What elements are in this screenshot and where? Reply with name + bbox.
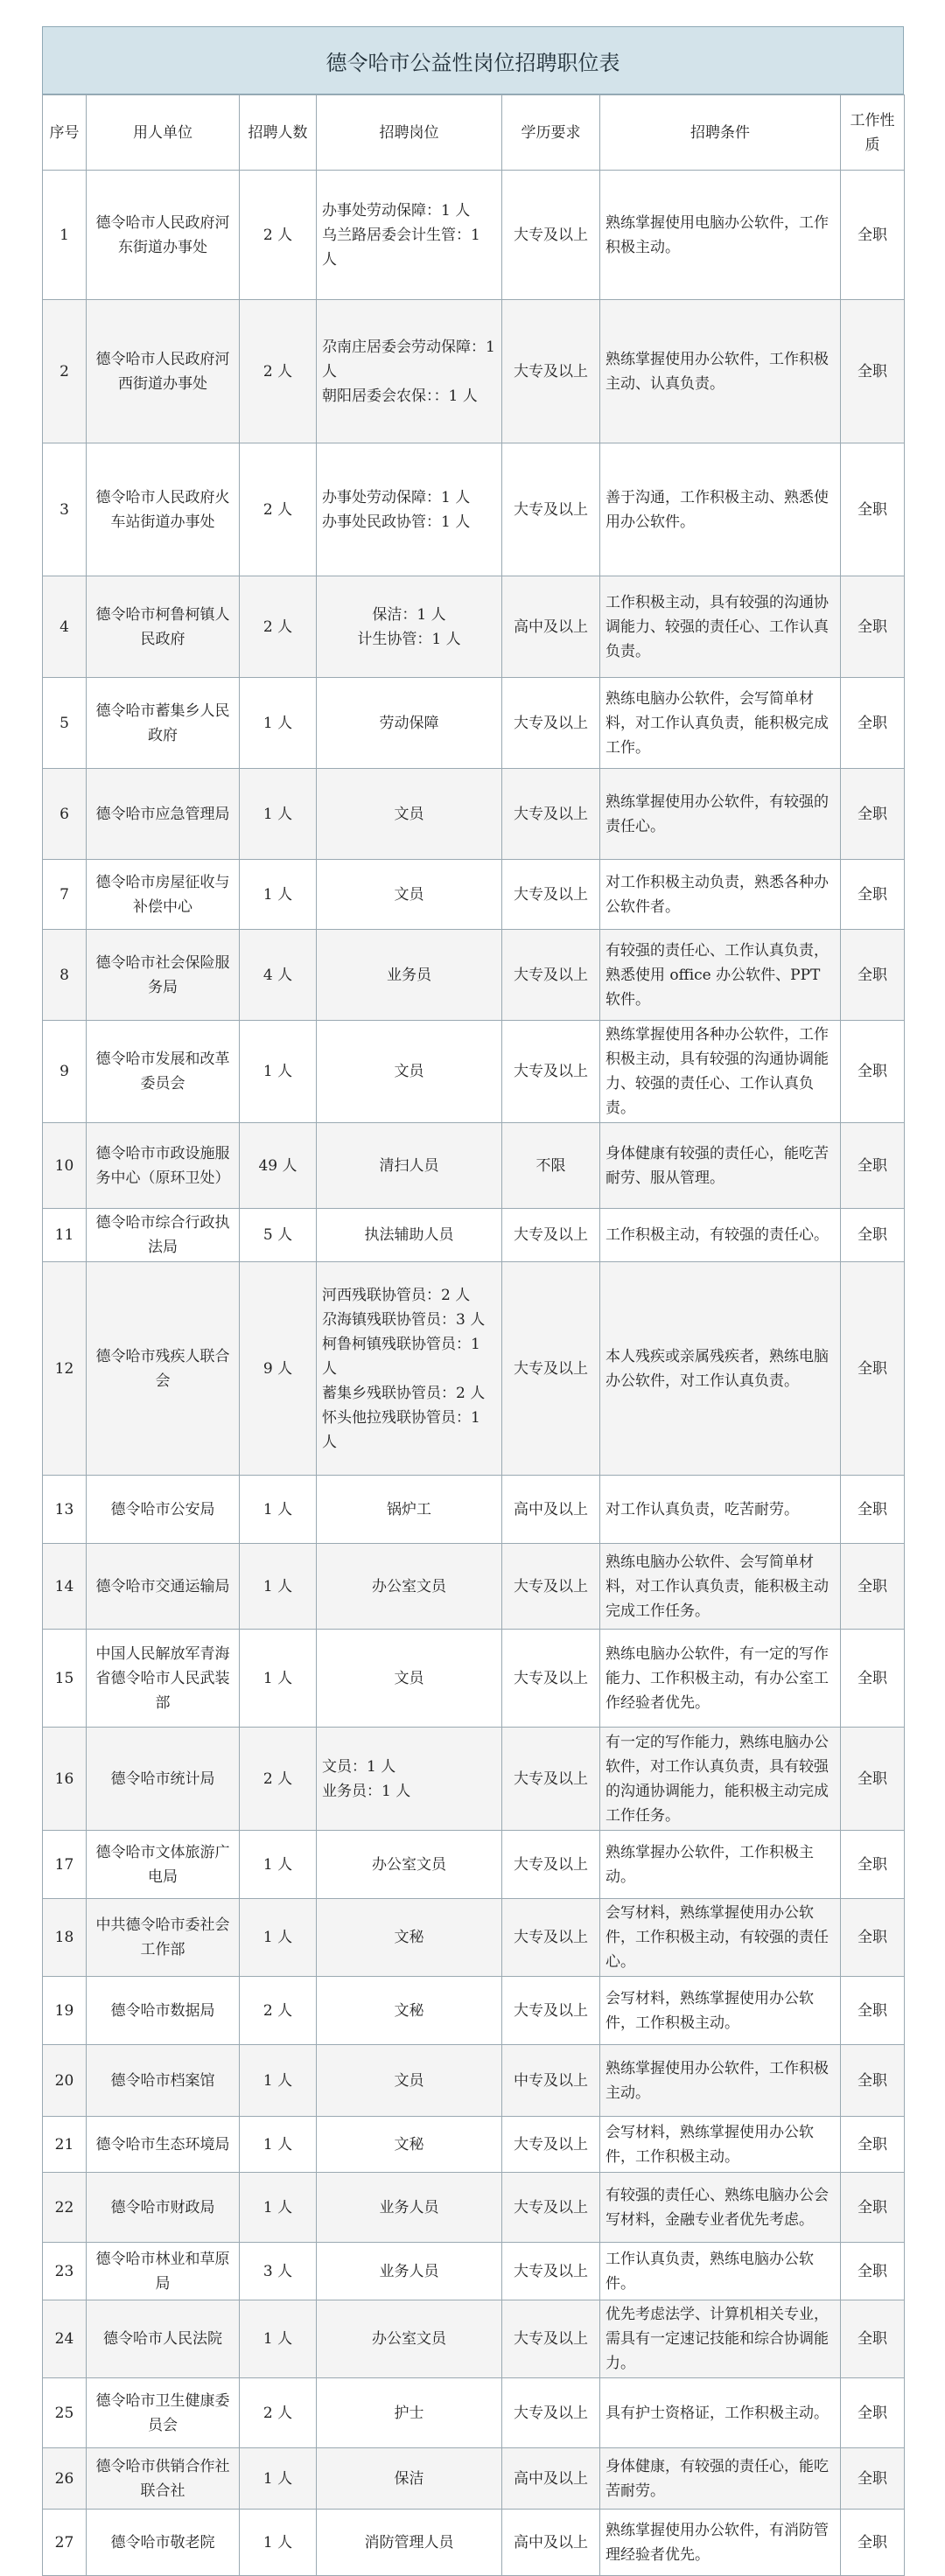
row-unit: 德令哈市公安局: [87, 1476, 240, 1544]
row-position: 业务人员: [317, 2173, 502, 2243]
row-unit: 德令哈市数据局: [87, 1977, 240, 2045]
row-conditions: 本人残疾或亲属残疾者，熟练电脑办公软件，对工作认真负责。: [600, 1262, 841, 1476]
row-count: 1 人: [240, 2117, 317, 2173]
row-nature: 全职: [841, 678, 905, 769]
row-unit: 德令哈市敬老院: [87, 2510, 240, 2576]
row-conditions: 熟练掌握办公软件，工作积极主动。: [600, 1831, 841, 1899]
row-no: 2: [43, 300, 87, 443]
row-no: 21: [43, 2117, 87, 2173]
row-education: 不限: [502, 1123, 600, 1209]
row-position: 办公室文员: [317, 1831, 502, 1899]
row-education: 大专及以上: [502, 930, 600, 1021]
row-education: 中专及以上: [502, 2045, 600, 2117]
row-count: 1 人: [240, 1630, 317, 1728]
row-conditions: 工作认真负责，熟练电脑办公软件。: [600, 2243, 841, 2300]
row-position: 文员: [317, 1630, 502, 1728]
row-position: 锅炉工: [317, 1476, 502, 1544]
row-education: 大专及以上: [502, 1262, 600, 1476]
row-unit: 德令哈市文体旅游广电局: [87, 1831, 240, 1899]
row-unit: 德令哈市供销合作社联合社: [87, 2448, 240, 2510]
row-nature: 全职: [841, 2378, 905, 2448]
row-unit: 德令哈市发展和改革委员会: [87, 1021, 240, 1123]
header-education: 学历要求: [502, 95, 600, 171]
row-count: 1 人: [240, 860, 317, 930]
row-education: 大专及以上: [502, 1977, 600, 2045]
row-conditions: 具有护士资格证，工作积极主动。: [600, 2378, 841, 2448]
row-nature: 全职: [841, 1977, 905, 2045]
row-education: 大专及以上: [502, 300, 600, 443]
row-education: 大专及以上: [502, 1831, 600, 1899]
row-unit: 德令哈市市政设施服务中心（原环卫处）: [87, 1123, 240, 1209]
table-row: [43, 1544, 905, 1630]
row-no: 16: [43, 1728, 87, 1831]
row-conditions: 善于沟通，工作积极主动、熟悉使用办公软件。: [600, 443, 841, 576]
row-nature: 全职: [841, 2117, 905, 2173]
row-unit: 德令哈市柯鲁柯镇人民政府: [87, 576, 240, 678]
row-no: 24: [43, 2300, 87, 2378]
row-nature: 全职: [841, 1262, 905, 1476]
row-count: 1 人: [240, 2448, 317, 2510]
row-position: 保洁：1 人 计生协管：1 人: [317, 576, 502, 678]
row-no: 6: [43, 769, 87, 860]
row-nature: 全职: [841, 2173, 905, 2243]
row-unit: 德令哈市社会保险服务局: [87, 930, 240, 1021]
row-unit: 德令哈市综合行政执法局: [87, 1209, 240, 1262]
row-nature: 全职: [841, 2510, 905, 2576]
row-no: 3: [43, 443, 87, 576]
row-nature: 全职: [841, 1209, 905, 1262]
row-conditions: 优先考虑法学、计算机相关专业，需具有一定速记技能和综合协调能力。: [600, 2300, 841, 2378]
table-row: [43, 2448, 905, 2510]
row-position: 文员：1 人 业务员：1 人: [317, 1728, 502, 1831]
row-no: 12: [43, 1262, 87, 1476]
row-no: 5: [43, 678, 87, 769]
row-conditions: 熟练掌握使用办公软件，有较强的责任心。: [600, 769, 841, 860]
row-no: 9: [43, 1021, 87, 1123]
row-nature: 全职: [841, 1544, 905, 1630]
row-education: 大专及以上: [502, 1899, 600, 1977]
row-no: 23: [43, 2243, 87, 2300]
table-title: 德令哈市公益性岗位招聘职位表: [42, 26, 904, 94]
row-no: 15: [43, 1630, 87, 1728]
row-count: 2 人: [240, 300, 317, 443]
row-count: 2 人: [240, 171, 317, 300]
table-row: [43, 2243, 905, 2300]
row-count: 1 人: [240, 678, 317, 769]
row-conditions: 熟练掌握使用办公软件，工作积极主动、认真负责。: [600, 300, 841, 443]
row-no: 10: [43, 1123, 87, 1209]
row-position: 文员: [317, 2045, 502, 2117]
row-nature: 全职: [841, 1476, 905, 1544]
row-unit: 德令哈市交通运输局: [87, 1544, 240, 1630]
job-table-sheet: [42, 26, 904, 2576]
row-count: 4 人: [240, 930, 317, 1021]
table-row: [43, 2300, 905, 2378]
row-count: 2 人: [240, 1728, 317, 1831]
table-row: [43, 1021, 905, 1123]
row-no: 7: [43, 860, 87, 930]
row-conditions: 有较强的责任心、工作认真负责，熟悉使用 office 办公软件、PPT 软件。: [600, 930, 841, 1021]
row-nature: 全职: [841, 576, 905, 678]
table-row: [43, 171, 905, 300]
row-no: 13: [43, 1476, 87, 1544]
row-education: 大专及以上: [502, 1021, 600, 1123]
row-education: 高中及以上: [502, 2448, 600, 2510]
table-row: [43, 1123, 905, 1209]
row-conditions: 熟练电脑办公软件，有一定的写作能力、工作积极主动，有办公室工作经验者优先。: [600, 1630, 841, 1728]
row-nature: 全职: [841, 2448, 905, 2510]
table-row: [43, 1630, 905, 1728]
row-count: 5 人: [240, 1209, 317, 1262]
row-education: 大专及以上: [502, 2243, 600, 2300]
row-education: 高中及以上: [502, 1476, 600, 1544]
header-row: [43, 95, 905, 171]
row-conditions: 会写材料，熟练掌握使用办公软件，工作积极主动。: [600, 1977, 841, 2045]
row-conditions: 会写材料，熟练掌握使用办公软件，工作积极主动。: [600, 2117, 841, 2173]
row-position: 河西残联协管员：2 人 尕海镇残联协管员：3 人 柯鲁柯镇残联协管员：1 人 蓄集乡残联协管员：2 人 怀头他拉残联协管员：1 人: [317, 1262, 502, 1476]
row-count: 9 人: [240, 1262, 317, 1476]
row-unit: 中共德令哈市委社会工作部: [87, 1899, 240, 1977]
row-unit: 中国人民解放军青海省德令哈市人民武装部: [87, 1630, 240, 1728]
row-unit: 德令哈市残疾人联合会: [87, 1262, 240, 1476]
row-conditions: 有一定的写作能力，熟练电脑办公软件，对工作认真负责，具有较强的沟通协调能力，能积极主动完成工作任务。: [600, 1728, 841, 1831]
row-unit: 德令哈市人民政府火车站街道办事处: [87, 443, 240, 576]
row-nature: 全职: [841, 2045, 905, 2117]
table-row: [43, 769, 905, 860]
row-no: 4: [43, 576, 87, 678]
row-count: 1 人: [240, 1899, 317, 1977]
row-education: 高中及以上: [502, 2510, 600, 2576]
row-unit: 德令哈市档案馆: [87, 2045, 240, 2117]
row-position: 消防管理人员: [317, 2510, 502, 2576]
row-conditions: 熟练电脑办公软件、会写简单材料，对工作认真负责，能积极主动完成工作任务。: [600, 1544, 841, 1630]
row-count: 2 人: [240, 576, 317, 678]
row-nature: 全职: [841, 300, 905, 443]
row-no: 19: [43, 1977, 87, 2045]
row-nature: 全职: [841, 1630, 905, 1728]
row-conditions: 熟练掌握使用办公软件，工作积极主动。: [600, 2045, 841, 2117]
table-row: [43, 2378, 905, 2448]
table-row: [43, 1899, 905, 1977]
table-row: [43, 1262, 905, 1476]
row-count: 2 人: [240, 443, 317, 576]
row-conditions: 身体健康有较强的责任心，能吃苦耐劳、服从管理。: [600, 1123, 841, 1209]
row-no: 1: [43, 171, 87, 300]
row-count: 2 人: [240, 1977, 317, 2045]
row-position: 保洁: [317, 2448, 502, 2510]
row-no: 14: [43, 1544, 87, 1630]
row-nature: 全职: [841, 930, 905, 1021]
row-conditions: 熟练掌握使用办公软件，有消防管理经验者优先。: [600, 2510, 841, 2576]
row-conditions: 熟练掌握使用电脑办公软件，工作积极主动。: [600, 171, 841, 300]
row-unit: 德令哈市财政局: [87, 2173, 240, 2243]
header-position: 招聘岗位: [317, 95, 502, 171]
row-education: 大专及以上: [502, 2173, 600, 2243]
table-row: [43, 1831, 905, 1899]
row-position: 文秘: [317, 1899, 502, 1977]
row-unit: 德令哈市人民政府河西街道办事处: [87, 300, 240, 443]
row-position: 文员: [317, 769, 502, 860]
row-position: 文员: [317, 860, 502, 930]
table-row: [43, 1476, 905, 1544]
row-position: 尕南庄居委会劳动保障：1 人 朝阳居委会农保：：1 人: [317, 300, 502, 443]
table-row: [43, 1728, 905, 1831]
row-conditions: 熟练电脑办公软件，会写简单材料，对工作认真负责，能积极完成工作。: [600, 678, 841, 769]
row-position: 护士: [317, 2378, 502, 2448]
row-position: 劳动保障: [317, 678, 502, 769]
row-unit: 德令哈市林业和草原局: [87, 2243, 240, 2300]
row-conditions: 熟练掌握使用各种办公软件，工作积极主动，具有较强的沟通协调能力、较强的责任心、工作认真负责。: [600, 1021, 841, 1123]
row-nature: 全职: [841, 860, 905, 930]
row-count: 2 人: [240, 2378, 317, 2448]
table-row: [43, 2173, 905, 2243]
row-conditions: 工作积极主动，具有较强的沟通协调能力、较强的责任心、工作认真负责。: [600, 576, 841, 678]
row-position: 办公室文员: [317, 1544, 502, 1630]
row-education: 大专及以上: [502, 678, 600, 769]
row-unit: 德令哈市卫生健康委员会: [87, 2378, 240, 2448]
row-unit: 德令哈市人民政府河东街道办事处: [87, 171, 240, 300]
row-education: 大专及以上: [502, 1209, 600, 1262]
row-count: 1 人: [240, 1021, 317, 1123]
row-no: 18: [43, 1899, 87, 1977]
row-education: 大专及以上: [502, 1630, 600, 1728]
row-count: 1 人: [240, 1831, 317, 1899]
row-nature: 全职: [841, 2300, 905, 2378]
row-no: 22: [43, 2173, 87, 2243]
table-row: [43, 1209, 905, 1262]
row-conditions: 工作积极主动，有较强的责任心。: [600, 1209, 841, 1262]
row-position: 文秘: [317, 2117, 502, 2173]
row-no: 25: [43, 2378, 87, 2448]
row-no: 17: [43, 1831, 87, 1899]
row-conditions: 对工作认真负责，吃苦耐劳。: [600, 1476, 841, 1544]
row-unit: 德令哈市统计局: [87, 1728, 240, 1831]
row-education: 大专及以上: [502, 2300, 600, 2378]
job-table: [42, 94, 905, 2576]
table-row: [43, 443, 905, 576]
table-row: [43, 678, 905, 769]
row-unit: 德令哈市应急管理局: [87, 769, 240, 860]
row-no: 20: [43, 2045, 87, 2117]
row-count: 1 人: [240, 1476, 317, 1544]
table-row: [43, 930, 905, 1021]
row-conditions: 有较强的责任心、熟练电脑办公会写材料，金融专业者优先考虑。: [600, 2173, 841, 2243]
row-position: 办公室文员: [317, 2300, 502, 2378]
header-conditions: 招聘条件: [600, 95, 841, 171]
row-position: 文员: [317, 1021, 502, 1123]
row-nature: 全职: [841, 171, 905, 300]
row-count: 1 人: [240, 2173, 317, 2243]
header-nature: 工作性质: [841, 95, 905, 171]
table-row: [43, 860, 905, 930]
row-unit: 德令哈市人民法院: [87, 2300, 240, 2378]
header-count: 招聘人数: [240, 95, 317, 171]
row-conditions: 身体健康，有较强的责任心，能吃苦耐劳。: [600, 2448, 841, 2510]
row-education: 大专及以上: [502, 860, 600, 930]
row-education: 大专及以上: [502, 171, 600, 300]
row-unit: 德令哈市蓄集乡人民政府: [87, 678, 240, 769]
row-education: 大专及以上: [502, 2117, 600, 2173]
header-unit: 用人单位: [87, 95, 240, 171]
row-education: 大专及以上: [502, 1544, 600, 1630]
row-count: 3 人: [240, 2243, 317, 2300]
table-row: [43, 2510, 905, 2576]
row-nature: 全职: [841, 1899, 905, 1977]
row-no: 26: [43, 2448, 87, 2510]
row-nature: 全职: [841, 443, 905, 576]
row-position: 办事处劳动保障：1 人 办事处民政协管：1 人: [317, 443, 502, 576]
row-position: 文秘: [317, 1977, 502, 2045]
row-unit: 德令哈市房屋征收与补偿中心: [87, 860, 240, 930]
row-education: 大专及以上: [502, 1728, 600, 1831]
row-education: 大专及以上: [502, 443, 600, 576]
row-education: 高中及以上: [502, 576, 600, 678]
header-no: 序号: [43, 95, 87, 171]
row-nature: 全职: [841, 769, 905, 860]
row-count: 1 人: [240, 769, 317, 860]
row-position: 业务人员: [317, 2243, 502, 2300]
row-education: 大专及以上: [502, 2378, 600, 2448]
table-row: [43, 2117, 905, 2173]
row-position: 办事处劳动保障：1 人 乌兰路居委会计生管：1 人: [317, 171, 502, 300]
row-no: 27: [43, 2510, 87, 2576]
row-count: 1 人: [240, 1544, 317, 1630]
table-row: [43, 300, 905, 443]
row-conditions: 会写材料，熟练掌握使用办公软件，工作积极主动，有较强的责任心。: [600, 1899, 841, 1977]
row-count: 1 人: [240, 2045, 317, 2117]
row-nature: 全职: [841, 1831, 905, 1899]
row-no: 8: [43, 930, 87, 1021]
row-count: 1 人: [240, 2300, 317, 2378]
row-nature: 全职: [841, 1123, 905, 1209]
row-nature: 全职: [841, 2243, 905, 2300]
row-position: 业务员: [317, 930, 502, 1021]
row-no: 11: [43, 1209, 87, 1262]
row-nature: 全职: [841, 1728, 905, 1831]
row-unit: 德令哈市生态环境局: [87, 2117, 240, 2173]
row-conditions: 对工作积极主动负责，熟悉各种办公软件者。: [600, 860, 841, 930]
table-row: [43, 576, 905, 678]
row-nature: 全职: [841, 1021, 905, 1123]
row-count: 1 人: [240, 2510, 317, 2576]
row-position: 清扫人员: [317, 1123, 502, 1209]
row-count: 49 人: [240, 1123, 317, 1209]
row-education: 大专及以上: [502, 769, 600, 860]
table-row: [43, 2045, 905, 2117]
row-position: 执法辅助人员: [317, 1209, 502, 1262]
table-row: [43, 1977, 905, 2045]
